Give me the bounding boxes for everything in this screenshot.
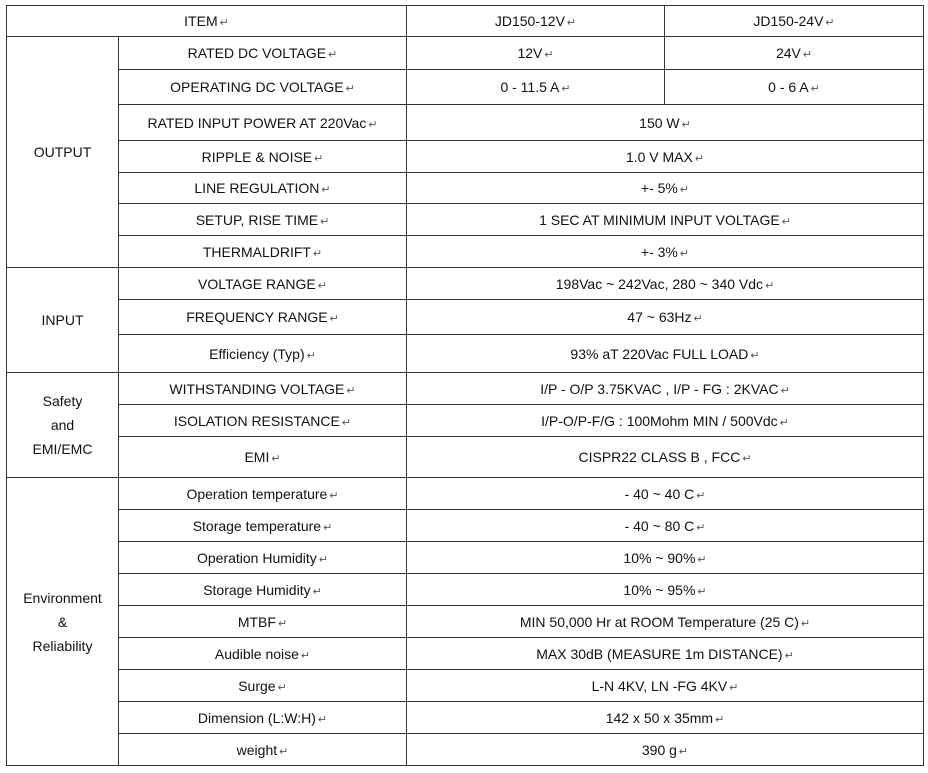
return-arrow-icon: ↵ bbox=[279, 745, 289, 758]
row-value: 150 W ↵ bbox=[407, 105, 924, 141]
spec-table bbox=[6, 5, 924, 766]
return-arrow-icon: ↵ bbox=[346, 384, 356, 397]
table-row bbox=[7, 670, 924, 702]
row-label: WITHSTANDING VOLTAGE ↵ bbox=[119, 373, 407, 405]
row-value: 10% ~ 95% ↵ bbox=[407, 574, 924, 606]
row-value-b: 0 - 6 A ↵ bbox=[665, 70, 924, 105]
header-row bbox=[7, 6, 924, 37]
header-item: ITEM ↵ bbox=[7, 6, 407, 37]
return-arrow-icon: ↵ bbox=[368, 118, 378, 131]
table-row bbox=[7, 268, 924, 300]
row-value: L-N 4KV, LN -FG 4KV ↵ bbox=[407, 670, 924, 702]
return-arrow-icon: ↵ bbox=[696, 489, 706, 502]
return-arrow-icon: ↵ bbox=[742, 453, 752, 465]
row-label: RIPPLE & NOISE ↵ bbox=[119, 141, 407, 173]
return-arrow-icon: ↵ bbox=[341, 416, 352, 429]
row-value: +- 5% ↵ bbox=[407, 173, 924, 204]
row-label: OPERATING DC VOLTAGE ↵ bbox=[119, 70, 407, 105]
table-row bbox=[7, 437, 924, 478]
return-arrow-icon: ↵ bbox=[784, 649, 794, 662]
row-label: Operation temperature ↵ bbox=[119, 478, 407, 510]
row-value: 198Vac ~ 242Vac, 280 ~ 340 Vdc ↵ bbox=[407, 268, 924, 300]
table-row bbox=[7, 173, 924, 204]
return-arrow-icon: ↵ bbox=[566, 17, 577, 29]
return-arrow-icon: ↵ bbox=[317, 279, 327, 292]
row-label: Storage temperature ↵ bbox=[119, 510, 407, 542]
group-environment: Environment & Reliability bbox=[7, 478, 119, 766]
return-arrow-icon: ↵ bbox=[323, 521, 333, 534]
return-arrow-icon: ↵ bbox=[329, 489, 339, 502]
row-value: I/P - O/P 3.75KVAC , I/P - FG : 2KVAC ↵ bbox=[407, 373, 924, 405]
return-arrow-icon: ↵ bbox=[318, 553, 329, 566]
group-safety: Safety and EMI/EMC bbox=[7, 373, 119, 478]
table-row bbox=[7, 105, 924, 141]
row-label: Operation Humidity ↵ bbox=[119, 542, 407, 574]
table-row bbox=[7, 734, 924, 766]
table-row bbox=[7, 335, 924, 373]
row-label: LINE REGULATION ↵ bbox=[119, 173, 407, 204]
table-row bbox=[7, 141, 924, 173]
table-row bbox=[7, 405, 924, 437]
table-row bbox=[7, 204, 924, 236]
group-output: OUTPUT bbox=[7, 37, 119, 268]
group-input: INPUT bbox=[7, 268, 119, 373]
return-arrow-icon: ↵ bbox=[780, 384, 790, 397]
return-arrow-icon: ↵ bbox=[679, 184, 690, 196]
table-row bbox=[7, 37, 924, 70]
row-value: 93% aT 220Vac FULL LOAD ↵ bbox=[407, 335, 924, 373]
table-row bbox=[7, 236, 924, 268]
row-value-a: 0 - 11.5 A ↵ bbox=[407, 70, 665, 105]
return-arrow-icon: ↵ bbox=[329, 313, 339, 325]
return-arrow-icon: ↵ bbox=[694, 152, 705, 165]
table-row bbox=[7, 542, 924, 574]
row-label: RATED INPUT POWER AT 220Vac ↵ bbox=[119, 105, 407, 141]
row-value: MIN 50,000 Hr at ROOM Temperature (25 C) ↵ bbox=[407, 606, 924, 638]
table-row bbox=[7, 510, 924, 542]
row-value: CISPR22 CLASS B , FCC ↵ bbox=[407, 437, 924, 478]
return-arrow-icon: ↵ bbox=[765, 279, 775, 292]
table-row bbox=[7, 478, 924, 510]
return-arrow-icon: ↵ bbox=[544, 49, 554, 61]
table-row bbox=[7, 373, 924, 405]
table-row bbox=[7, 574, 924, 606]
return-arrow-icon: ↵ bbox=[678, 745, 689, 758]
table-row bbox=[7, 606, 924, 638]
table-row bbox=[7, 638, 924, 670]
row-label: weight ↵ bbox=[119, 734, 407, 766]
header-model-a: JD150-12V ↵ bbox=[407, 6, 665, 37]
row-label: EMI ↵ bbox=[119, 437, 407, 478]
row-label: Dimension (L:W:H) ↵ bbox=[119, 702, 407, 734]
row-label: THERMALDRIFT ↵ bbox=[119, 236, 407, 268]
return-arrow-icon: ↵ bbox=[750, 349, 760, 362]
return-arrow-icon: ↵ bbox=[306, 349, 316, 362]
return-arrow-icon: ↵ bbox=[277, 681, 287, 694]
row-label: Surge ↵ bbox=[119, 670, 407, 702]
return-arrow-icon: ↵ bbox=[825, 17, 835, 29]
return-arrow-icon: ↵ bbox=[300, 649, 311, 662]
row-label: Efficiency (Typ) ↵ bbox=[119, 335, 407, 373]
row-value: 47 ~ 63Hz ↵ bbox=[407, 300, 924, 335]
table-row bbox=[7, 300, 924, 335]
return-arrow-icon: ↵ bbox=[681, 118, 691, 131]
return-arrow-icon: ↵ bbox=[679, 247, 690, 260]
header-model-b: JD150-24V ↵ bbox=[665, 6, 924, 37]
return-arrow-icon: ↵ bbox=[312, 585, 322, 598]
return-arrow-icon: ↵ bbox=[277, 617, 288, 630]
table-row bbox=[7, 702, 924, 734]
return-arrow-icon: ↵ bbox=[810, 83, 820, 95]
return-arrow-icon: ↵ bbox=[697, 553, 707, 566]
return-arrow-icon: ↵ bbox=[312, 247, 323, 260]
return-arrow-icon: ↵ bbox=[802, 49, 813, 61]
row-value: 390 g ↵ bbox=[407, 734, 924, 766]
return-arrow-icon: ↵ bbox=[697, 585, 707, 598]
return-arrow-icon: ↵ bbox=[321, 184, 331, 196]
return-arrow-icon: ↵ bbox=[219, 17, 229, 29]
row-label: VOLTAGE RANGE ↵ bbox=[119, 268, 407, 300]
row-value: I/P-O/P-F/G : 100Mohm MIN / 500Vdc ↵ bbox=[407, 405, 924, 437]
return-arrow-icon: ↵ bbox=[800, 617, 811, 630]
return-arrow-icon: ↵ bbox=[317, 713, 328, 726]
row-value: 1 SEC AT MINIMUM INPUT VOLTAGE ↵ bbox=[407, 204, 924, 236]
return-arrow-icon: ↵ bbox=[779, 416, 789, 429]
return-arrow-icon: ↵ bbox=[561, 83, 571, 95]
return-arrow-icon: ↵ bbox=[715, 713, 725, 726]
row-value: 10% ~ 90% ↵ bbox=[407, 542, 924, 574]
row-label: FREQUENCY RANGE ↵ bbox=[119, 300, 407, 335]
return-arrow-icon: ↵ bbox=[271, 453, 281, 465]
return-arrow-icon: ↵ bbox=[314, 152, 324, 165]
return-arrow-icon: ↵ bbox=[696, 521, 706, 534]
return-arrow-icon: ↵ bbox=[345, 83, 355, 95]
row-label: MTBF ↵ bbox=[119, 606, 407, 638]
row-value-b: 24V ↵ bbox=[665, 37, 924, 70]
row-value: - 40 ~ 80 C ↵ bbox=[407, 510, 924, 542]
row-label: SETUP, RISE TIME ↵ bbox=[119, 204, 407, 236]
table-row bbox=[7, 70, 924, 105]
return-arrow-icon: ↵ bbox=[320, 215, 330, 228]
row-value: - 40 ~ 40 C ↵ bbox=[407, 478, 924, 510]
row-label: Storage Humidity ↵ bbox=[119, 574, 407, 606]
row-label: RATED DC VOLTAGE ↵ bbox=[119, 37, 407, 70]
row-value: 142 x 50 x 35mm ↵ bbox=[407, 702, 924, 734]
row-value: 1.0 V MAX ↵ bbox=[407, 141, 924, 173]
return-arrow-icon: ↵ bbox=[693, 313, 703, 325]
return-arrow-icon: ↵ bbox=[328, 49, 338, 61]
return-arrow-icon: ↵ bbox=[729, 681, 739, 694]
return-arrow-icon: ↵ bbox=[781, 215, 791, 228]
row-label: Audible noise ↵ bbox=[119, 638, 407, 670]
row-label: ISOLATION RESISTANCE ↵ bbox=[119, 405, 407, 437]
row-value-a: 12V ↵ bbox=[407, 37, 665, 70]
row-value: MAX 30dB (MEASURE 1m DISTANCE) ↵ bbox=[407, 638, 924, 670]
row-value: +- 3% ↵ bbox=[407, 236, 924, 268]
